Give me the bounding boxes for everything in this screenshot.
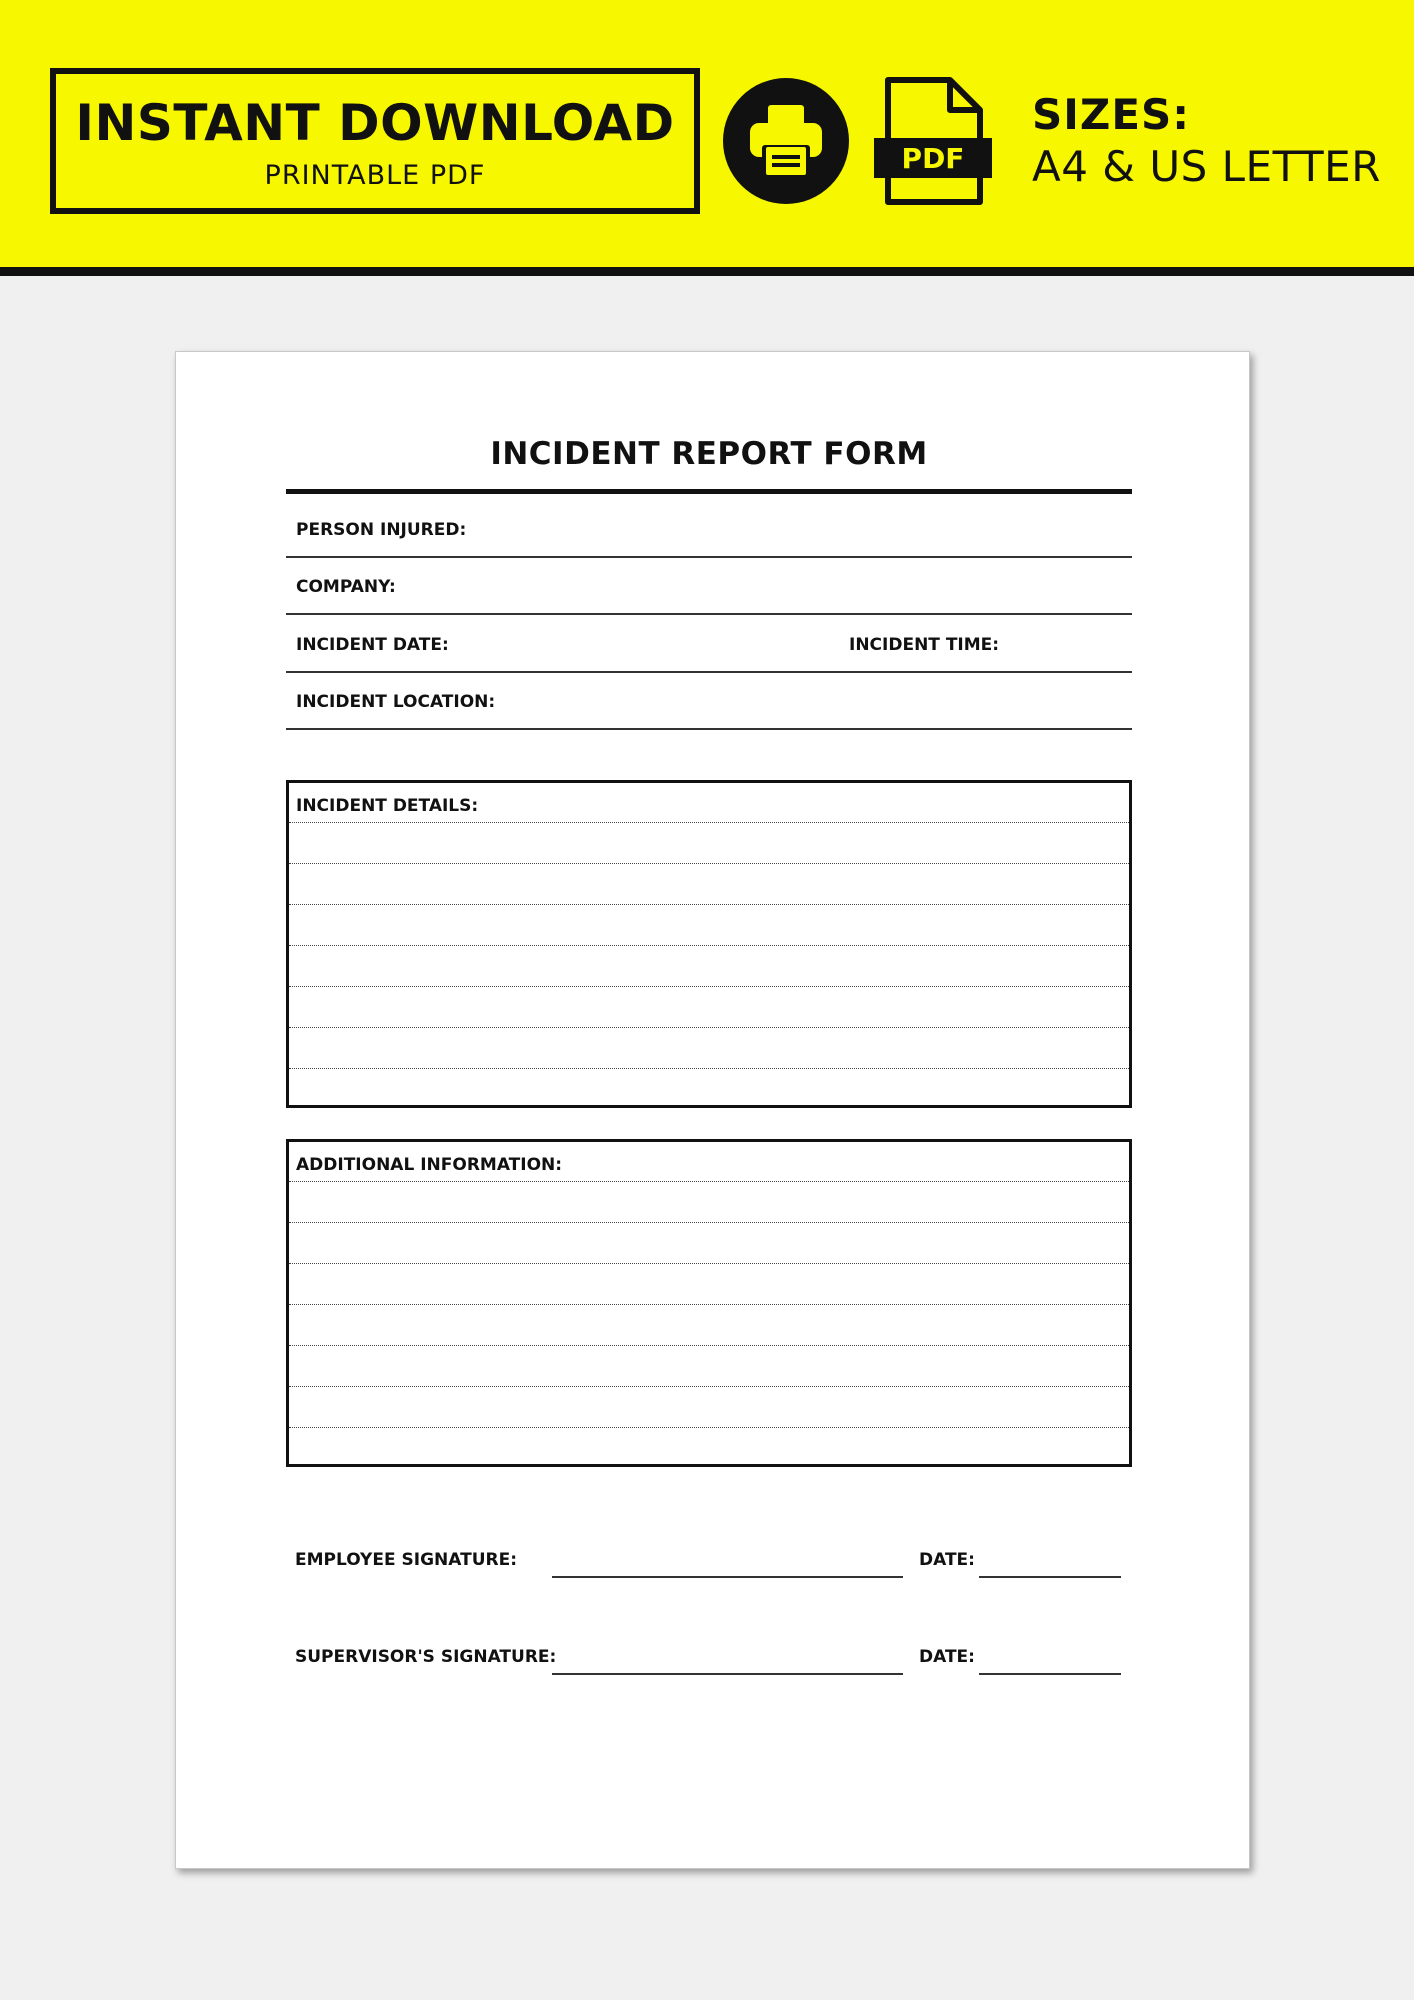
writing-line xyxy=(289,1345,1129,1346)
supervisor-signature-label: SUPERVISOR'S SIGNATURE: xyxy=(295,1647,557,1667)
writing-line xyxy=(289,945,1129,946)
employee-date-label: DATE: xyxy=(919,1550,975,1570)
writing-line xyxy=(289,1427,1129,1428)
incident-details-label: INCIDENT DETAILS: xyxy=(296,796,479,816)
writing-line xyxy=(289,1181,1129,1182)
incident-location-row xyxy=(286,674,1132,730)
printer-icon xyxy=(722,77,850,205)
instant-download-box xyxy=(50,68,700,214)
additional-information-box xyxy=(286,1139,1132,1467)
incident-time-label: INCIDENT TIME: xyxy=(849,635,1000,655)
writing-line xyxy=(289,1304,1129,1305)
title-divider xyxy=(286,489,1132,494)
sizes-value: A4 & US LETTER xyxy=(1032,142,1381,191)
form-title: INCIDENT REPORT FORM xyxy=(490,436,928,472)
additional-information-label: ADDITIONAL INFORMATION: xyxy=(296,1155,563,1175)
employee-signature-label: EMPLOYEE SIGNATURE: xyxy=(295,1550,518,1570)
writing-line xyxy=(289,1263,1129,1264)
writing-line xyxy=(289,863,1129,864)
supervisor-date-line xyxy=(979,1673,1121,1675)
writing-line xyxy=(289,1027,1129,1028)
incident-details-box xyxy=(286,780,1132,1108)
pdf-badge-label: PDF xyxy=(901,142,965,175)
company-row xyxy=(286,559,1132,615)
employee-signature-line xyxy=(552,1576,903,1578)
writing-line xyxy=(289,1222,1129,1223)
supervisor-signature-line xyxy=(552,1673,903,1675)
instant-download-title: INSTANT DOWNLOAD xyxy=(75,94,675,152)
sizes-label: SIZES: xyxy=(1032,90,1191,139)
pdf-file-icon xyxy=(872,76,996,206)
writing-line xyxy=(289,904,1129,905)
form-page xyxy=(175,351,1250,1869)
printable-pdf-subtitle: PRINTABLE PDF xyxy=(264,160,486,191)
person-injured-label: PERSON INJURED: xyxy=(296,520,467,540)
supervisor-date-label: DATE: xyxy=(919,1647,975,1667)
writing-line xyxy=(289,986,1129,987)
incident-date-label: INCIDENT DATE: xyxy=(296,635,449,655)
incident-location-label: INCIDENT LOCATION: xyxy=(296,692,496,712)
writing-line xyxy=(289,1068,1129,1069)
incident-date-row xyxy=(286,617,1132,673)
person-injured-row xyxy=(286,502,1132,558)
employee-date-line xyxy=(979,1576,1121,1578)
header-banner xyxy=(0,0,1414,276)
writing-line xyxy=(289,1386,1129,1387)
company-label: COMPANY: xyxy=(296,577,396,597)
writing-line xyxy=(289,822,1129,823)
